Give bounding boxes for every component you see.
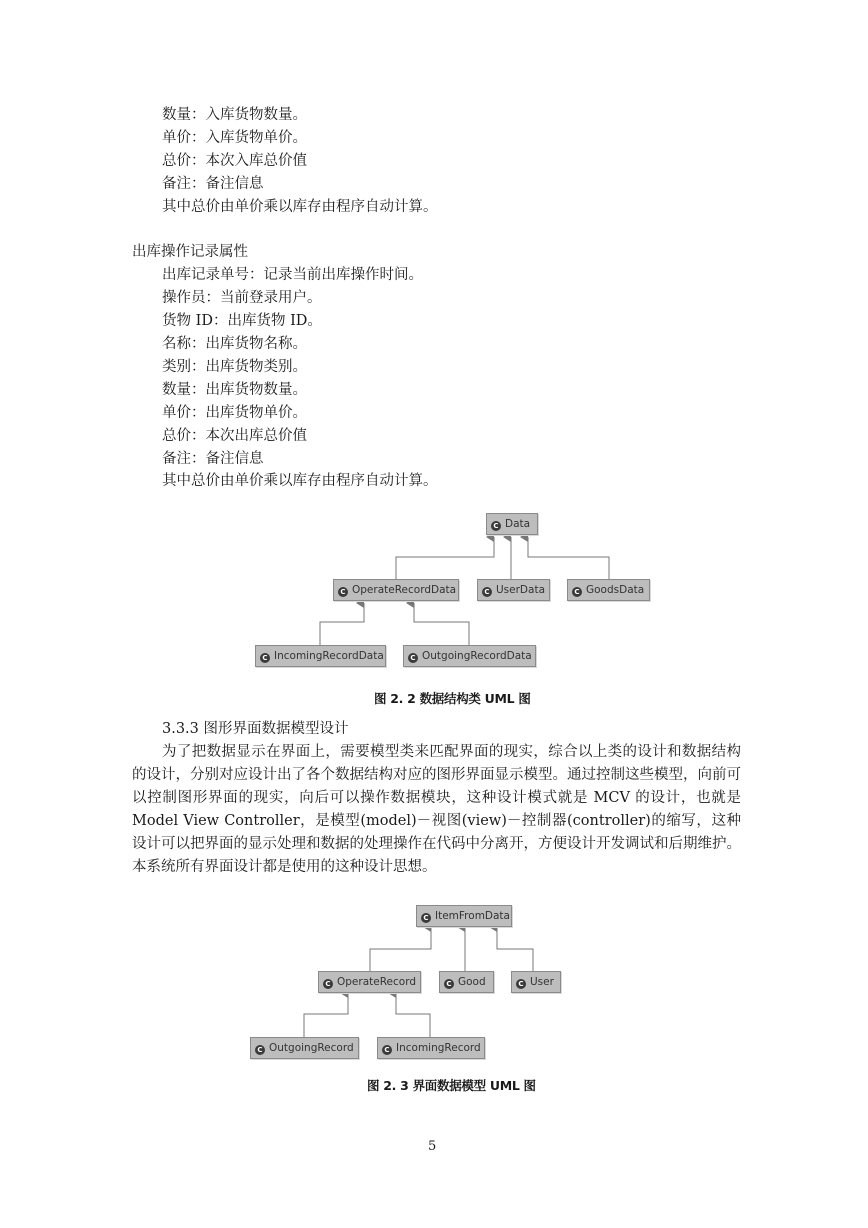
class-icon: C (516, 979, 526, 989)
class-icon: C (444, 979, 454, 989)
class-icon: C (572, 587, 582, 597)
section-paragraph: 为了把数据显示在界面上，需要模型类来匹配界面的现实，综合以上类的设计和数据结构的设计，分别对应设计出了各个数据结构对应的图形界面显示模型。通过控制这些模型，向前可以控制图形界面的现实，向后可以操作数据模块，这种设计模式就是 MCV 的设计，也就是 Model View Controller，是模型(model)－视图(view)－控制器(controller)的缩写，这种设计可以把界面的显示处理和数据的处理操作在代码中分离开，方便设计开发调试和后期维护。本系统所有界面设计都是使用的这种设计思想。 (132, 744, 741, 875)
class-icon: C (408, 653, 418, 663)
class-icon: C (491, 521, 501, 531)
uml-class-label: GoodsData (586, 584, 645, 596)
uml-class-incoming-record (377, 1037, 485, 1059)
outgoing-heading: 出库操作记录属性 (132, 244, 248, 260)
outgoing-field-unit-price: 单价：出库货物单价。 (162, 405, 307, 421)
uml-class-outgoing-record-data (403, 645, 536, 667)
incoming-note: 其中总价由单价乘以库存由程序自动计算。 (162, 199, 438, 215)
outgoing-field-total: 总价：本次出库总价值 (162, 428, 307, 444)
uml-class-label: OperateRecord (337, 976, 416, 988)
uml-class-good (439, 971, 494, 993)
uml-class-label: IncomingRecordData (274, 650, 384, 662)
uml-class-label: OperateRecordData (352, 584, 457, 596)
outgoing-field-id: 出库记录单号：记录当前出库操作时间。 (162, 267, 423, 283)
class-icon: C (421, 913, 431, 923)
uml-class-outgoing-record (250, 1037, 359, 1059)
outgoing-field-name: 名称：出库货物名称。 (162, 336, 307, 352)
uml-class-user (511, 971, 561, 993)
incoming-field-remark: 备注：备注信息 (162, 176, 264, 192)
class-icon: C (382, 1045, 392, 1055)
incoming-field-quantity: 数量：入库货物数量。 (162, 107, 307, 123)
uml-class-operate-record-data (333, 579, 459, 601)
outgoing-field-operator: 操作员：当前登录用户。 (162, 290, 322, 306)
incoming-field-total: 总价：本次入库总价值 (162, 153, 307, 169)
class-icon: C (260, 653, 270, 663)
uml-class-user-data (477, 579, 550, 601)
uml-class-label: Data (505, 518, 531, 530)
uml-class-data (486, 513, 538, 535)
uml-class-goods-data (567, 579, 650, 601)
outgoing-field-remark: 备注：备注信息 (162, 451, 264, 467)
section-heading: 3.3.3 图形界面数据模型设计 (162, 721, 349, 737)
uml-class-label: User (530, 976, 554, 988)
outgoing-field-category: 类别：出库货物类别。 (162, 359, 307, 375)
uml-class-operate-record (318, 971, 421, 993)
uml-class-label: OutgoingRecord (269, 1042, 354, 1054)
figure1-caption: 图 2. 2 数据结构类 UML 图 (374, 691, 531, 706)
outgoing-field-goods-id: 货物 ID：出库货物 ID。 (162, 313, 322, 329)
uml-class-label: Good (458, 976, 486, 988)
uml-class-item-from-data (416, 905, 512, 927)
uml-class-label: OutgoingRecordData (422, 650, 532, 662)
uml-class-label: ItemFromData (435, 910, 510, 922)
class-icon: C (255, 1045, 265, 1055)
outgoing-note: 其中总价由单价乘以库存由程序自动计算。 (162, 473, 438, 489)
class-icon: C (323, 979, 333, 989)
class-icon: C (338, 587, 348, 597)
outgoing-field-quantity: 数量：出库货物数量。 (162, 382, 307, 398)
uml-class-incoming-record-data (255, 645, 386, 667)
uml-class-label: UserData (496, 584, 546, 596)
class-icon: C (482, 587, 492, 597)
uml-class-label: IncomingRecord (396, 1042, 481, 1054)
incoming-field-unit-price: 单价：入库货物单价。 (162, 130, 307, 146)
figure2-caption: 图 2. 3 界面数据模型 UML 图 (367, 1078, 536, 1093)
page-number: 5 (428, 1139, 437, 1154)
